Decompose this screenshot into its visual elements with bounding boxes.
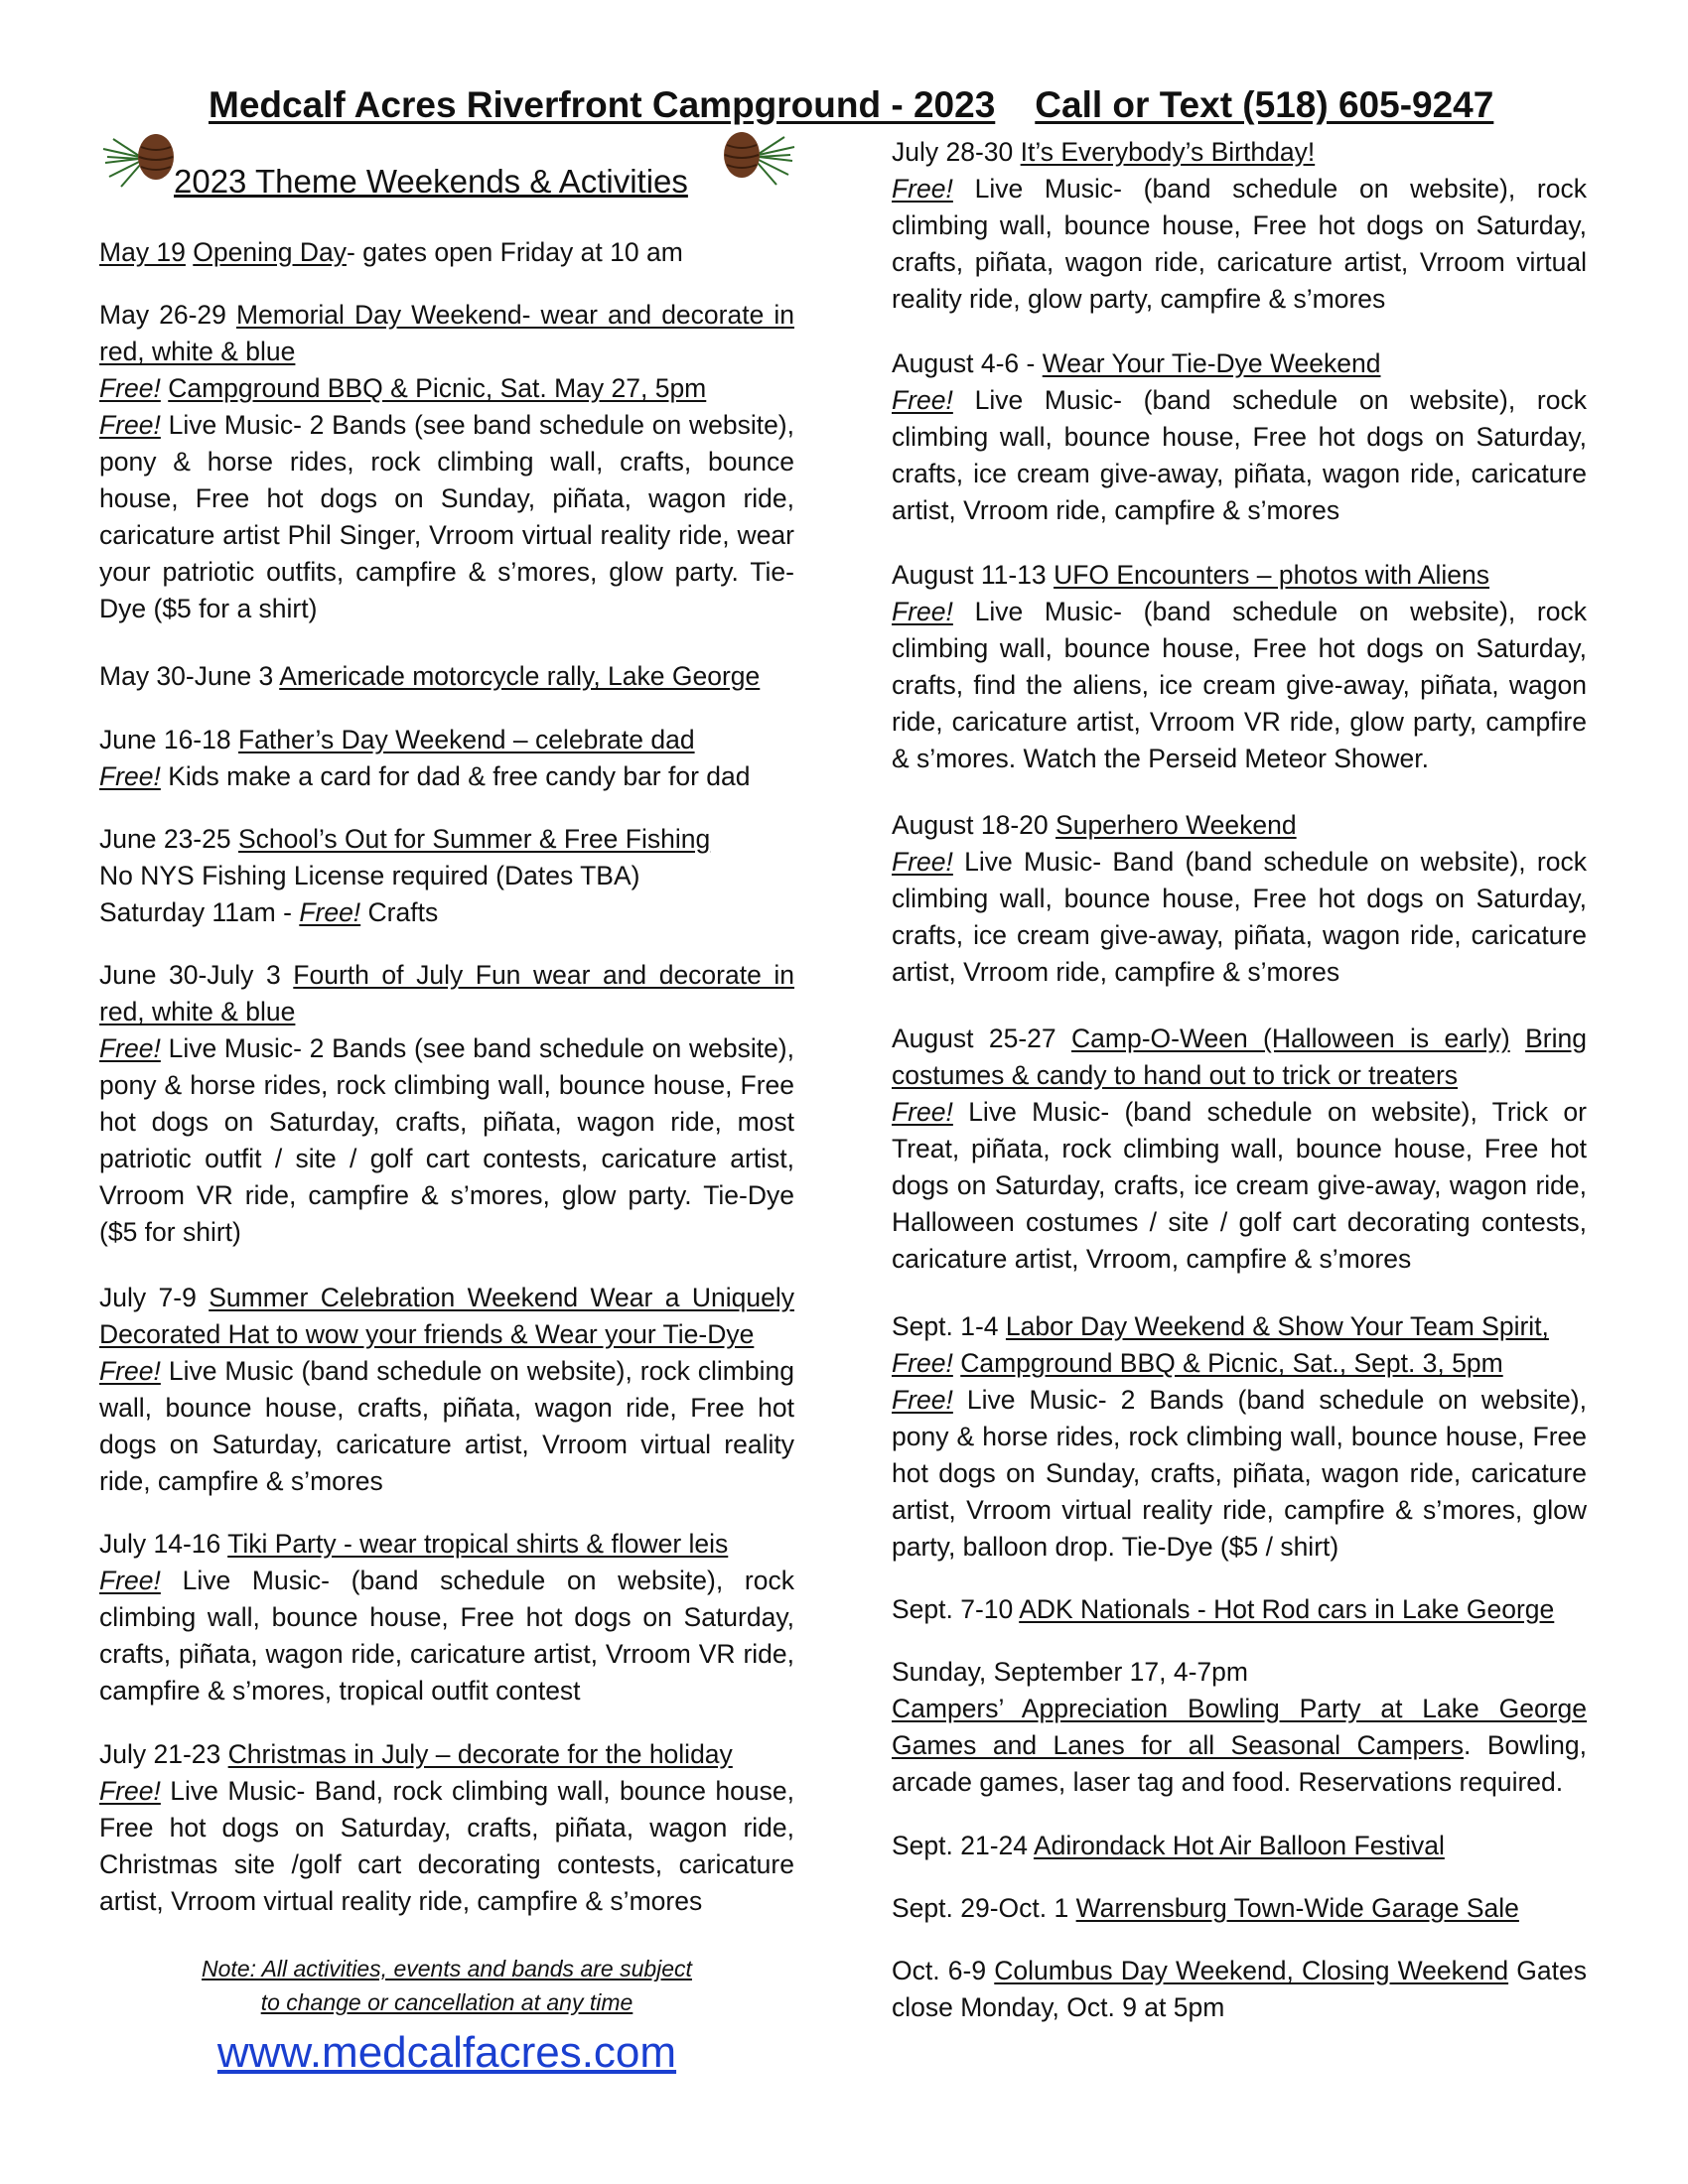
event-date: Sept. 7-10 <box>892 1594 1014 1624</box>
event-title-extra: Bring costumes & candy to hand out to trick or treaters <box>892 1024 1587 1090</box>
pinecone-right-icon <box>717 127 796 189</box>
theme-weekends-heading: 2023 Theme Weekends & Activities <box>174 163 688 200</box>
event-date: May 30-June 3 <box>99 661 274 691</box>
event-title: Campers’ Appreciation Bowling Party at Lake George Games and Lanes for all Seasonal Campers <box>892 1694 1587 1760</box>
event-fathers-day <box>99 722 794 795</box>
event-title: Christmas in July – decorate for the holiday <box>227 1739 733 1769</box>
event-title: Labor Day Weekend & Show Your Team Spirit, <box>1005 1311 1549 1341</box>
event-title: It’s Everybody’s Birthday! <box>1020 137 1316 167</box>
event-ufo-encounters <box>892 557 1587 777</box>
event-detail: Gates close Monday, Oct. 9 at 5pm <box>892 1956 1587 2022</box>
pinecone-left-icon <box>101 129 181 191</box>
event-title: Americade motorcycle rally, Lake George <box>279 661 761 691</box>
event-date: August 25-27 <box>892 1024 1056 1053</box>
event-title: Warrensburg Town-Wide Garage Sale <box>1075 1893 1519 1923</box>
event-detail: Live Music- Band, rock climbing wall, bounce house, Free hot dogs on Saturday, crafts, piñata, wagon ride, Christmas site /golf cart decorating contests, caricature artist, Vrroom virtual reality ride, campfire & s’mores <box>99 1776 794 1916</box>
event-detail: Live Music- (band schedule on website), Trick or Treat, piñata, rock climbing wall, bounce house, Free hot dogs on Saturday, crafts, ice cream give-away, wagon ride, Halloween costumes / site / golf cart decorating contests, caricature artist, Vrroom, campfire & s’mores <box>892 1097 1587 1274</box>
event-title: Fourth of July Fun wear and decorate in red, white & blue <box>99 960 795 1026</box>
event-garage-sale <box>892 1890 1587 1927</box>
campground-title: Medcalf Acres Riverfront Campground - 2023 <box>209 84 996 125</box>
event-detail: Kids make a card for dad & free candy bar for dad <box>168 761 751 791</box>
free-label: Free! <box>892 597 953 626</box>
event-schools-out <box>99 821 794 931</box>
free-label: Free! <box>99 1033 161 1063</box>
website-link[interactable]: www.medcalfacres.com <box>216 2028 677 2077</box>
event-balloon-festival <box>892 1828 1587 1864</box>
event-summer-celebration <box>99 1280 794 1500</box>
event-detail: . Bowling, arcade games, laser tag and food. Reservations required. <box>892 1730 1587 1797</box>
free-label: Free! <box>99 373 161 403</box>
page-header <box>209 83 1579 127</box>
event-title: UFO Encounters – photos with Aliens <box>1054 560 1490 590</box>
event-date: Sept. 21-24 <box>892 1831 1029 1860</box>
event-detail: No NYS Fishing License required (Dates TBA) <box>99 861 640 890</box>
event-detail: Live Music- (band schedule on website), rock climbing wall, bounce house, Free hot dogs on Saturday, crafts, piñata, wagon ride, caricature artist, Vrroom VR ride, campfire & s’mores, tropical outfit contest <box>99 1566 794 1706</box>
call-or-text: Call or Text (518) 605-9247 <box>1035 84 1494 125</box>
event-title: Adirondack Hot Air Balloon Festival <box>1033 1831 1445 1860</box>
event-everybodys-birthday <box>892 134 1587 318</box>
free-label: Free! <box>99 1356 161 1386</box>
free-label: Free! <box>299 897 361 927</box>
event-detail: Live Music- (band schedule on website), rock climbing wall, bounce house, Free hot dogs on Saturday, crafts, find the aliens, ice cream give-away, piñata, wagon ride, caricature artist, Vrroom VR ride, glow party, campfire & s’mores. Watch the Perseid Meteor Shower. <box>892 597 1587 773</box>
event-opening-day <box>99 234 794 271</box>
free-label: Free! <box>892 1348 953 1378</box>
free-label: Free! <box>99 1566 161 1595</box>
event-date: July 7-9 <box>99 1283 197 1312</box>
event-detail: - gates open Friday at 10 am <box>346 237 683 267</box>
event-title: Summer Celebration Weekend Wear a Uniquely Decorated Hat to wow your friends & Wear your Tie-Dye <box>99 1283 794 1349</box>
event-labor-day <box>892 1308 1587 1566</box>
event-date: June 23-25 <box>99 824 231 854</box>
free-label: Free! <box>892 1385 953 1415</box>
event-title: Father’s Day Weekend – celebrate dad <box>237 725 695 754</box>
event-title: Camp-O-Ween (Halloween is early) <box>1071 1024 1510 1053</box>
event-title: Opening Day <box>193 237 347 267</box>
free-label: Free! <box>892 847 953 877</box>
event-date: Sunday, September 17, 4-7pm <box>892 1657 1248 1687</box>
event-christmas-in-july <box>99 1736 794 1920</box>
event-detail: Live Music- (band schedule on website), rock climbing wall, bounce house, Free hot dogs on Saturday, crafts, ice cream give-away, piñata, wagon ride, caricature artist, Vrroom ride, campfire & s’mores <box>892 385 1587 525</box>
free-label: Free! <box>892 1097 953 1127</box>
event-date: Oct. 6-9 <box>892 1956 987 1985</box>
free-label: Free! <box>99 410 161 440</box>
free-label: Free! <box>892 174 953 204</box>
event-tie-dye-weekend <box>892 345 1587 529</box>
event-americade <box>99 658 794 695</box>
event-superhero-weekend <box>892 807 1587 991</box>
event-title: Tiki Party - wear tropical shirts & flower leis <box>227 1529 729 1559</box>
free-label: Free! <box>99 1776 161 1806</box>
event-date: August 4-6 - <box>892 348 1036 378</box>
event-columbus-day <box>892 1953 1587 2026</box>
event-date: May 19 <box>99 237 186 267</box>
free-label: Free! <box>892 385 953 415</box>
event-date: June 16-18 <box>99 725 231 754</box>
event-adk-nationals <box>892 1591 1587 1628</box>
event-date: Sept. 1-4 <box>892 1311 999 1341</box>
event-title: Memorial Day Weekend- wear and decorate in red, white & blue <box>99 300 794 366</box>
event-date: July 21-23 <box>99 1739 221 1769</box>
event-detail: Saturday 11am - <box>99 897 292 927</box>
event-title: Wear Your Tie-Dye Weekend <box>1042 348 1381 378</box>
event-bowling-party <box>892 1654 1587 1801</box>
event-date: Sept. 29-Oct. 1 <box>892 1893 1069 1923</box>
event-memorial-day <box>99 297 794 627</box>
event-detail: Live Music- (band schedule on website), rock climbing wall, bounce house, Free hot dogs on Saturday, crafts, piñata, wagon ride, caricature artist, Vrroom virtual reality ride, glow party, campfire & s’mores <box>892 174 1587 314</box>
note-line: Note: All activities, events and bands are subject <box>202 1956 692 1981</box>
note-line: to change or cancellation at any time <box>260 1989 633 2015</box>
event-detail: Live Music- 2 Bands (see band schedule on website), pony & horse rides, rock climbing wall, bounce house, Free hot dogs on Saturday, crafts, piñata, wagon ride, most patriotic outfit / site / golf cart contests, caricature artist, Vrroom VR ride, campfire & s’mores, glow party. Tie-Dye ($5 for shirt) <box>99 1033 794 1247</box>
event-detail: Live Music- Band (band schedule on website), rock climbing wall, bounce house, Free hot dogs on Saturday, crafts, ice cream give-away, piñata, wagon ride, caricature artist, Vrroom ride, campfire & s’mores <box>892 847 1587 987</box>
event-date: July 28-30 <box>892 137 1014 167</box>
event-date: June 30-July 3 <box>99 960 281 990</box>
event-date: July 14-16 <box>99 1529 221 1559</box>
event-detail: Live Music (band schedule on website), rock climbing wall, bounce house, crafts, piñata, wagon ride, Free hot dogs on Saturday, caricature artist, Vrroom virtual reality ride, campfire & s’mores <box>99 1356 794 1496</box>
event-detail: Crafts <box>367 897 439 927</box>
event-title: Superhero Weekend <box>1055 810 1297 840</box>
event-camp-o-ween <box>892 1021 1587 1278</box>
event-fourth-of-july <box>99 957 794 1251</box>
disclaimer-note <box>99 1952 794 2019</box>
event-title: Columbus Day Weekend, Closing Weekend <box>994 1956 1509 1985</box>
event-tiki-party <box>99 1526 794 1709</box>
event-detail: Live Music- 2 Bands (band schedule on website), pony & horse rides, rock climbing wall, bounce house, Free hot dogs on Sunday, crafts, piñata, wagon ride, caricature artist, Vrroom virtual reality ride, campfire & s’mores, glow party, balloon drop. Tie-Dye ($5 / shirt) <box>892 1385 1587 1562</box>
free-label: Free! <box>99 761 161 791</box>
event-detail: Campground BBQ & Picnic, Sat. May 27, 5pm <box>168 373 707 403</box>
event-date: May 26-29 <box>99 300 226 330</box>
event-detail: Campground BBQ & Picnic, Sat., Sept. 3, 5pm <box>960 1348 1503 1378</box>
event-title: School’s Out for Summer & Free Fishing <box>237 824 711 854</box>
event-detail: Live Music- 2 Bands (see band schedule on website), pony & horse rides, rock climbing wall, crafts, bounce house, Free hot dogs on Sunday, piñata, wagon ride, caricature artist Phil Singer, Vrroom virtual reality ride, wear your patriotic outfits, campfire & s’mores, glow party. Tie-Dye ($5 for a shirt) <box>99 410 794 623</box>
event-date: August 18-20 <box>892 810 1049 840</box>
event-date: August 11-13 <box>892 560 1047 590</box>
event-title: ADK Nationals - Hot Rod cars in Lake George <box>1019 1594 1555 1624</box>
